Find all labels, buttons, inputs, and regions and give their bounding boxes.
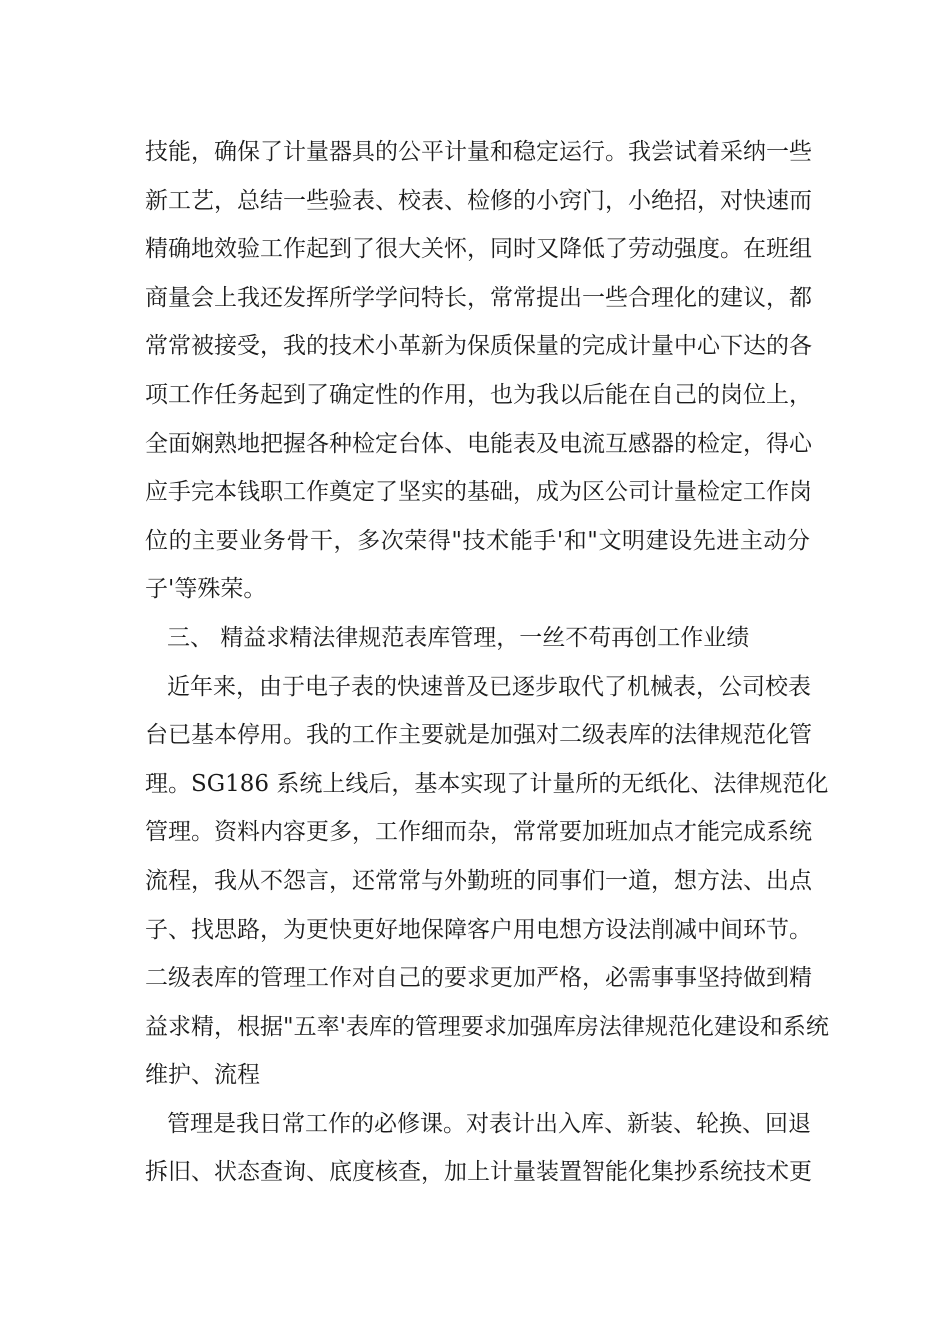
text-line: 管理是我日常工作的必修课。对表计出入库、新装、轮换、回退 bbox=[167, 1110, 811, 1137]
text-line: 应手完本钱职工作奠定了坚实的基础，成为区公司计量检定工作岗 bbox=[145, 479, 812, 506]
text-line: 子、找思路，为更快更好地保障客户用电想方设法削减中间环节。 bbox=[145, 916, 812, 943]
text-line: 台已基本停用。我的工作主要就是加强对二级表库的法律规范化管 bbox=[145, 722, 812, 749]
text-line: 项工作任务起到了确定性的作用，也为我以后能在自己的岗位上， bbox=[145, 381, 812, 408]
text-line: 子'等殊荣。 bbox=[145, 576, 267, 603]
text-line: 位的主要业务骨干，多次荣得"技术能手'和"文明建设先进主动分 bbox=[145, 527, 810, 554]
paragraph bbox=[145, 663, 829, 1100]
paragraph bbox=[145, 128, 810, 614]
text-line: 常常被接受，我的技术小革新为保质保量的完成计量中心下达的各 bbox=[145, 333, 812, 360]
paragraph bbox=[145, 1100, 810, 1197]
text-line: 商量会上我还发挥所学学问特长，常常提出一些合理化的建议，都 bbox=[145, 284, 812, 311]
text-line: 管理。资料内容更多，工作细而杂，常常要加班加点才能完成系统 bbox=[145, 819, 812, 846]
section-heading: 三、 精益求精法律规范表库管理，一丝不苟再创工作业绩 bbox=[167, 624, 750, 651]
text-line: 拆旧、状态查询、底度核查，加上计量装置智能化集抄系统技术更 bbox=[145, 1159, 812, 1186]
text-line: 二级表库的管理工作对自己的要求更加严格，必需事事坚持做到精 bbox=[145, 965, 812, 992]
text-line: 新工艺，总结一些验表、校表、检修的小窍门，小绝招，对快速而 bbox=[145, 187, 812, 214]
text-line: 流程，我从不怨言，还常常与外勤班的同事们一道，想方法、出点 bbox=[145, 867, 812, 894]
text-line: 理。SG186 系统上线后，基本实现了计量所的无纸化、法律规范化 bbox=[145, 770, 829, 797]
text-line: 维护、流程 bbox=[145, 1062, 260, 1089]
text-line: 精确地效验工作起到了很大关怀，同时又降低了劳动强度。在班组 bbox=[145, 236, 812, 263]
text-line: 技能，确保了计量器具的公平计量和稳定运行。我尝试着采纳一些 bbox=[145, 139, 812, 165]
document-body bbox=[145, 128, 829, 1197]
text-line: 全面娴熟地把握各种检定台体、电能表及电流互感器的检定，得心 bbox=[145, 430, 812, 457]
text-line: 益求精，根据"五率'表库的管理要求加强库房法律规范化建设和系统 bbox=[145, 1013, 829, 1040]
text-line: 近年来，由于电子表的快速普及已逐步取代了机械表，公司校表 bbox=[167, 673, 811, 700]
